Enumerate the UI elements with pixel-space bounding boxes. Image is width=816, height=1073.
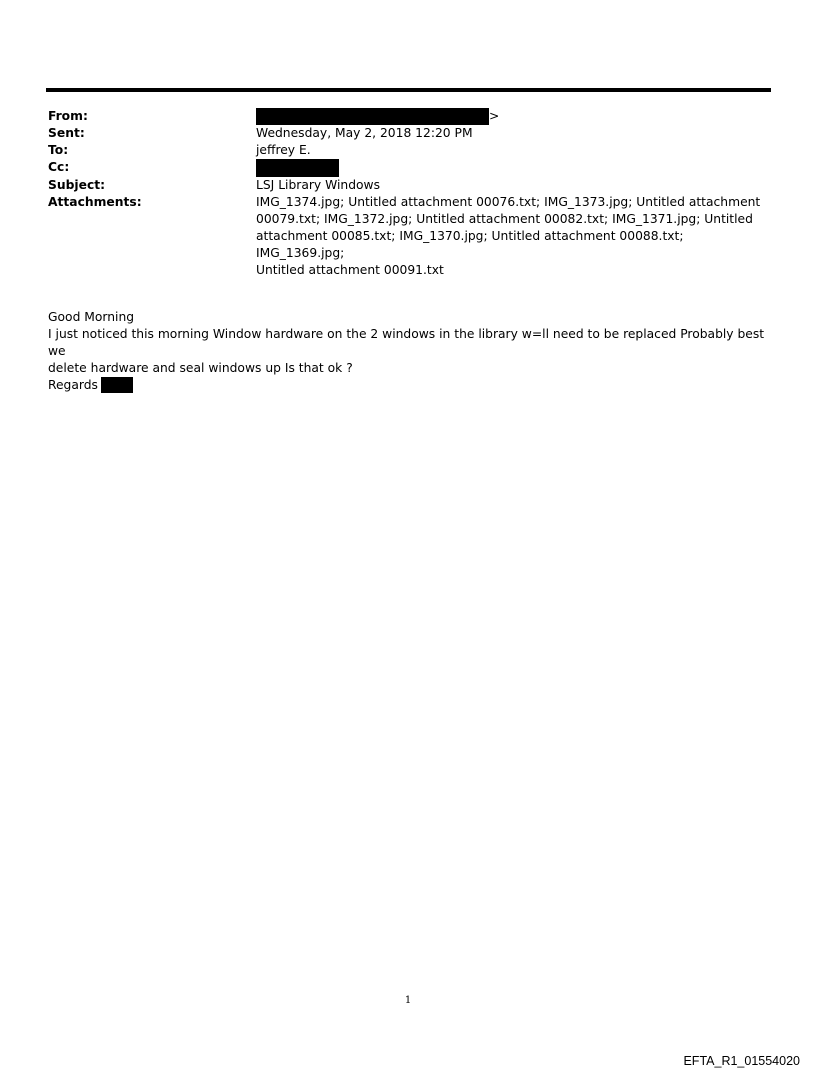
- to-value: jeffrey E.: [256, 143, 311, 157]
- attachments-value: [256, 194, 770, 279]
- to-row: [48, 142, 770, 159]
- to-label: To:: [48, 143, 69, 157]
- subject-value: LSJ Library Windows: [256, 178, 380, 192]
- document-id: EFTA_R1_01554020: [683, 1054, 800, 1068]
- sent-value: Wednesday, May 2, 2018 12:20 PM: [256, 126, 473, 140]
- attachments-label: Attachments:: [48, 195, 142, 209]
- attachments-row: [48, 194, 770, 279]
- attachments-line: attachment 00085.txt; IMG_1370.jpg; Untitled attachment 00088.txt; IMG_1369.jpg;: [256, 229, 684, 260]
- redaction-block: [256, 159, 339, 177]
- redaction-block: [256, 108, 489, 125]
- from-row: [48, 108, 770, 125]
- signoff-text: Regards: [48, 378, 98, 392]
- redaction-block: [101, 377, 133, 393]
- cc-label: Cc:: [48, 160, 70, 174]
- subject-row: [48, 177, 770, 194]
- email-body: [48, 309, 778, 394]
- attachments-line: 00079.txt; IMG_1372.jpg; Untitled attachment 00082.txt; IMG_1371.jpg; Untitled: [256, 212, 753, 226]
- email-header: [48, 108, 770, 279]
- attachments-line: IMG_1374.jpg; Untitled attachment 00076.txt; IMG_1373.jpg; Untitled attachment: [256, 195, 761, 209]
- page-number: 1: [404, 995, 412, 1006]
- cc-value: [256, 159, 770, 177]
- body-line: I just noticed this morning Window hardware on the 2 windows in the library w=ll need to be replaced Probably best we: [48, 327, 765, 358]
- greeting: Good Morning: [48, 310, 135, 324]
- from-value-text: >: [489, 109, 500, 123]
- body-line: delete hardware and seal windows up Is that ok ?: [48, 361, 353, 375]
- cc-row: [48, 159, 770, 177]
- from-label: From:: [48, 109, 88, 123]
- signoff: [48, 377, 778, 394]
- header-divider: [46, 88, 771, 92]
- attachments-line: Untitled attachment 00091.txt: [256, 263, 444, 277]
- sent-label: Sent:: [48, 126, 85, 140]
- subject-label: Subject:: [48, 178, 106, 192]
- from-value: [256, 108, 770, 125]
- sent-row: [48, 125, 770, 142]
